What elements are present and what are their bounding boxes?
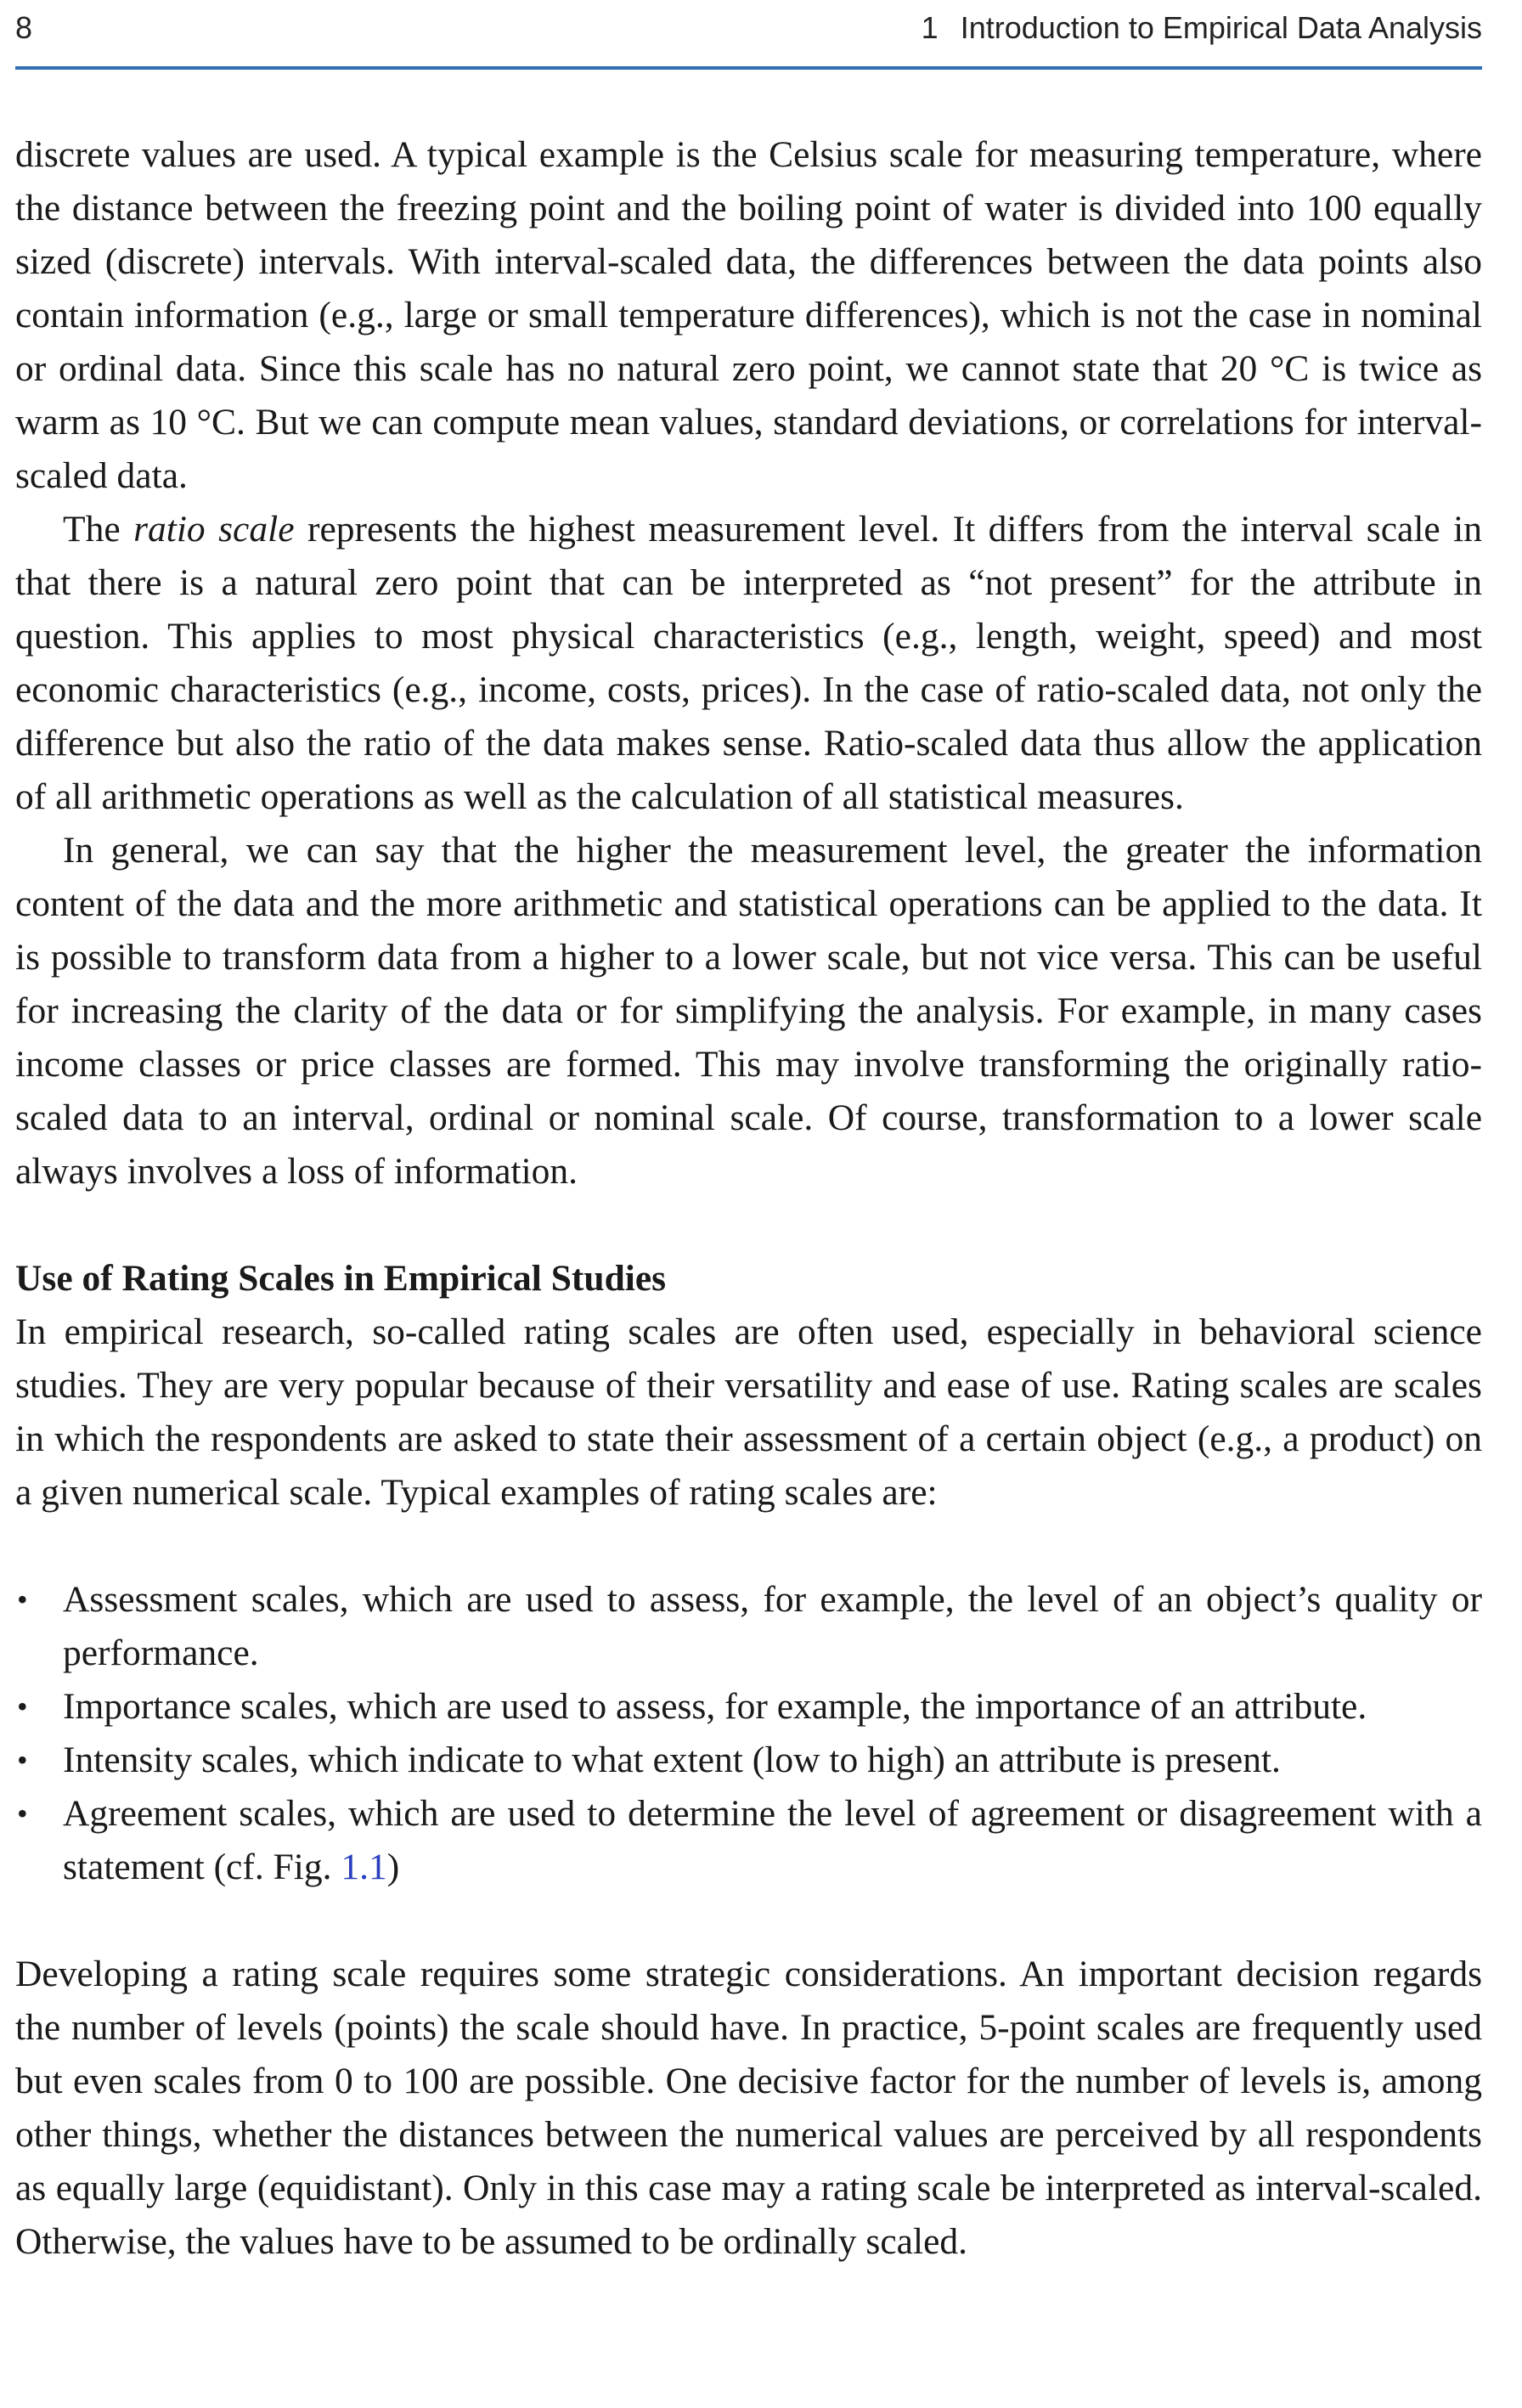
rating-scale-list [15, 1573, 1482, 1894]
list-item [15, 1734, 1482, 1787]
section-heading: Use of Rating Scales in Empirical Studies [15, 1258, 667, 1299]
paragraph-measurement-level: In general, we can say that the higher the measurement level, the greater the information content of the data and the more arithmetic and statistical operations can be applied to the data. It is possible to transform data from a higher to a lower scale, but not vice versa. This can be useful for increasing the clarity of the data or for simplifying the analysis. For example, in many cases income classes or price classes are formed. This may involve transforming the originally ratio-scaled data to an interval, ordinal or nominal scale. Of course, transformation to a lower scale always involves a loss of information. [15, 830, 1482, 1192]
list-item-close: ) [386, 1847, 400, 1887]
ratio-lead: The [63, 509, 134, 550]
chapter-number: 1 [921, 10, 939, 45]
list-item [15, 1680, 1482, 1734]
list-item-text: Agreement scales, which are used to determine the level of agreement or disagreement with a statement (cf. Fig. [63, 1793, 1482, 1887]
running-head [15, 0, 1482, 70]
bullet-icon: • [17, 1796, 28, 1830]
paragraph-ratio-scale [15, 503, 1482, 824]
list-item [15, 1573, 1482, 1680]
bullet-icon: • [17, 1689, 28, 1723]
ratio-scale-term: ratio scale [133, 509, 295, 550]
list-item-text: Importance scales, which are used to assess, for example, the importance of an attribute. [63, 1686, 1367, 1727]
bullet-icon: • [17, 1743, 28, 1777]
book-page [15, 0, 1482, 2269]
chapter-heading [922, 10, 1482, 46]
bullet-icon: • [17, 1582, 28, 1616]
figure-reference-link[interactable]: 1.1 [341, 1847, 387, 1887]
paragraph-scale-design: Developing a rating scale requires some strategic considerations. An important decision regards the number of levels (points) the scale should have. In practice, 5-point scales are frequently used but even scales from 0 to 100 are possible. One decisive factor for the number of levels is, among other things, whether the distances between the numerical values are perceived by all respondents as equally large (equidistant). Only in this case may a rating scale be interpreted as interval-scaled. Otherwise, the values have to be assumed to be ordinally scaled. [15, 1954, 1482, 2262]
body-text [15, 128, 1482, 2269]
page-number: 8 [15, 10, 33, 45]
ratio-rest: represents the highest measurement level. It differs from the interval scale in that there is a natural zero point that can be interpreted as “not present” for the attribute in question. This applies to most physical characteristics (e.g., length, weight, speed) and most economic characteristics (e.g., income, costs, prices). In the case of ratio-scaled data, not only the difference but also the ratio of the data makes sense. Ratio-scaled data thus allow the application of all arithmetic operations as well as the calculation of all statistical measures. [15, 509, 1482, 817]
list-item-text: Intensity scales, which indicate to what extent (low to high) an attribute is present. [63, 1740, 1281, 1780]
chapter-title: Introduction to Empirical Data Analysis [960, 10, 1482, 45]
list-item-text: Assessment scales, which are used to assess, for example, the level of an object’s quality or performance. [63, 1579, 1482, 1673]
paragraph-interval-scale: discrete values are used. A typical example is the Celsius scale for measuring temperature, where the distance between the freezing point and the boiling point of water is divided into 100 equally sized (discrete) intervals. With interval-scaled data, the differences between the data points also contain information (e.g., large or small temperature differences), which is not the case in nominal or ordinal data. Since this scale has no natural zero point, we cannot state that 20 °C is twice as warm as 10 °C. But we can compute mean values, standard deviations, or correlations for interval-scaled data. [15, 134, 1482, 496]
paragraph-rating-scales: In empirical research, so-called rating scales are often used, especially in behavioral science studies. They are very popular because of their versatility and ease of use. Rating scales are scales in which the respondents are asked to state their assessment of a certain object (e.g., a product) on a given numerical scale. Typical examples of rating scales are: [15, 1311, 1482, 1513]
list-item [15, 1787, 1482, 1894]
